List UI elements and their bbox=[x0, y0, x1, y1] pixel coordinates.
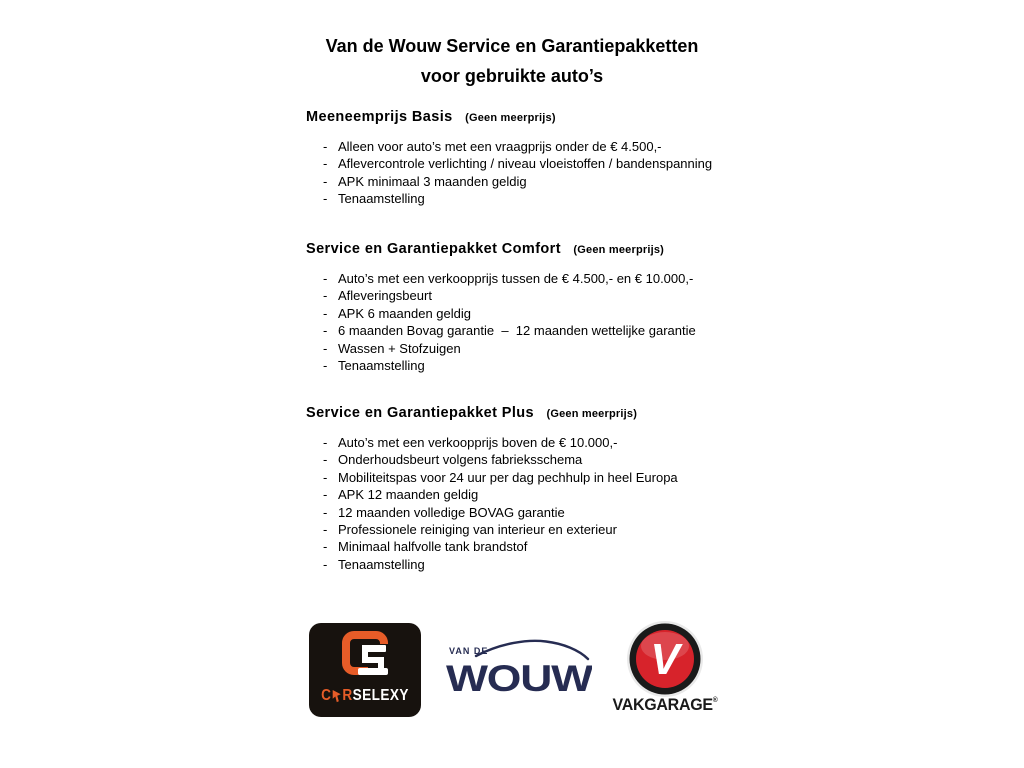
item-text: 12 maanden volledige BOVAG garantie bbox=[338, 504, 565, 520]
list-item bbox=[323, 322, 766, 339]
section-heading: Meeneemprijs Basis bbox=[306, 109, 453, 125]
item-text: Tenaamstelling bbox=[338, 191, 425, 207]
item-text: Minimaal halfvolle tank brandstof bbox=[338, 539, 528, 555]
item-text: Afleveringsbeurt bbox=[338, 288, 432, 304]
list-item bbox=[323, 305, 766, 322]
carselexy-letter-c: C bbox=[321, 687, 332, 704]
bullet-list bbox=[306, 270, 766, 374]
bullet-dash: - bbox=[323, 139, 328, 154]
item-text: Auto’s met een verkoopprijs boven de € 10.000,- bbox=[338, 435, 618, 450]
item-text: Wassen + Stofzuigen bbox=[338, 340, 461, 356]
item-text: APK 12 maanden geldig bbox=[338, 487, 479, 503]
item-text: APK 6 maanden geldig bbox=[338, 305, 471, 321]
registered-mark: ® bbox=[712, 697, 718, 704]
section-note: (Geen meerprijs) bbox=[546, 408, 638, 420]
list-item bbox=[323, 504, 766, 521]
carselexy-letter-r: R bbox=[342, 687, 353, 704]
bullet-list bbox=[306, 138, 766, 208]
cursor-icon bbox=[332, 690, 341, 703]
list-item bbox=[323, 357, 766, 374]
item-text: Professionele reiniging van interieur en exterieur bbox=[338, 522, 617, 538]
carselexy-letters-selexy: SELEXY bbox=[352, 687, 409, 704]
bullet-dash: - bbox=[323, 504, 328, 520]
bullet-dash: - bbox=[323, 323, 328, 339]
vandewouw-small-text: VAN DE bbox=[449, 646, 489, 656]
bullet-dash: - bbox=[323, 358, 328, 374]
section-heading-row bbox=[306, 404, 766, 423]
bullet-dash: - bbox=[323, 288, 328, 304]
list-item bbox=[323, 556, 766, 573]
item-text: Tenaamstelling bbox=[338, 358, 425, 374]
list-item bbox=[323, 287, 766, 304]
page-title-line1: Van de Wouw Service en Garantiepakketten bbox=[325, 36, 699, 56]
bullet-dash: - bbox=[323, 173, 328, 189]
item-text: Mobiliteitspas voor 24 uur per dag pechhulp in heel Europa bbox=[338, 469, 678, 485]
list-item bbox=[323, 340, 766, 357]
item-text: APK minimaal 3 maanden geldig bbox=[338, 173, 527, 189]
bullet-dash: - bbox=[323, 271, 328, 286]
item-text: Onderhoudsbeurt volgens fabrieksschema bbox=[338, 452, 583, 468]
page-title bbox=[0, 31, 1024, 91]
car-silhouette-icon bbox=[476, 641, 588, 659]
bullet-dash: - bbox=[323, 539, 328, 555]
bullet-dash: - bbox=[323, 435, 328, 450]
carselexy-wordmark bbox=[317, 685, 412, 707]
item-text: Tenaamstelling bbox=[338, 556, 425, 572]
section-heading: Service en Garantiepakket Comfort bbox=[306, 241, 561, 257]
bullet-dash: - bbox=[323, 556, 328, 572]
bullet-dash: - bbox=[323, 487, 328, 503]
bullet-dash: - bbox=[323, 469, 328, 485]
section-note: (Geen meerprijs) bbox=[573, 244, 665, 256]
list-item bbox=[323, 486, 766, 503]
vandewouw-logo-svg bbox=[446, 638, 592, 696]
section-garantiepakket-comfort bbox=[306, 240, 766, 374]
vakgarage-wordmark bbox=[607, 696, 723, 715]
bullet-list bbox=[306, 434, 766, 573]
list-item bbox=[323, 190, 766, 207]
list-item bbox=[323, 451, 766, 468]
list-item bbox=[323, 469, 766, 486]
list-item bbox=[323, 538, 766, 555]
list-item bbox=[323, 270, 766, 287]
item-text: 6 maanden Bovag garantie – 12 maanden wettelijke garantie bbox=[338, 323, 696, 339]
item-text: Auto’s met een verkoopprijs tussen de € 4.500,- en € 10.000,- bbox=[338, 271, 694, 286]
vakgarage-label: VAKGARAGE bbox=[612, 696, 713, 714]
section-heading-row bbox=[306, 108, 766, 127]
bullet-dash: - bbox=[323, 191, 328, 207]
list-item bbox=[323, 434, 766, 451]
item-text: Alleen voor auto’s met een vraagprijs onder de € 4.500,- bbox=[338, 139, 662, 154]
list-item bbox=[323, 173, 766, 190]
bullet-dash: - bbox=[323, 340, 328, 356]
vakgarage-v-icon: V bbox=[650, 635, 680, 684]
section-note: (Geen meerprijs) bbox=[465, 112, 556, 124]
section-heading: Service en Garantiepakket Plus bbox=[306, 405, 534, 421]
wouw-wordmark: WOUW bbox=[446, 658, 592, 696]
list-item bbox=[323, 155, 766, 172]
vandewouw-logo bbox=[446, 638, 592, 696]
list-item bbox=[323, 521, 766, 538]
carselexy-logo bbox=[309, 623, 421, 717]
vakgarage-logo bbox=[612, 620, 718, 720]
bullet-dash: - bbox=[323, 452, 328, 468]
bullet-dash: - bbox=[323, 156, 328, 172]
bullet-dash: - bbox=[323, 305, 328, 321]
section-heading-row bbox=[306, 240, 766, 259]
section-meeneemprijs-basis bbox=[306, 108, 766, 208]
bullet-dash: - bbox=[323, 522, 328, 538]
section-garantiepakket-plus bbox=[306, 404, 766, 573]
item-text: Aflevercontrole verlichting / niveau vloeistoffen / bandenspanning bbox=[338, 156, 713, 172]
list-item bbox=[323, 138, 766, 155]
page-title-line2: voor gebruikte auto’s bbox=[420, 66, 604, 86]
vakgarage-roundel bbox=[622, 620, 708, 698]
